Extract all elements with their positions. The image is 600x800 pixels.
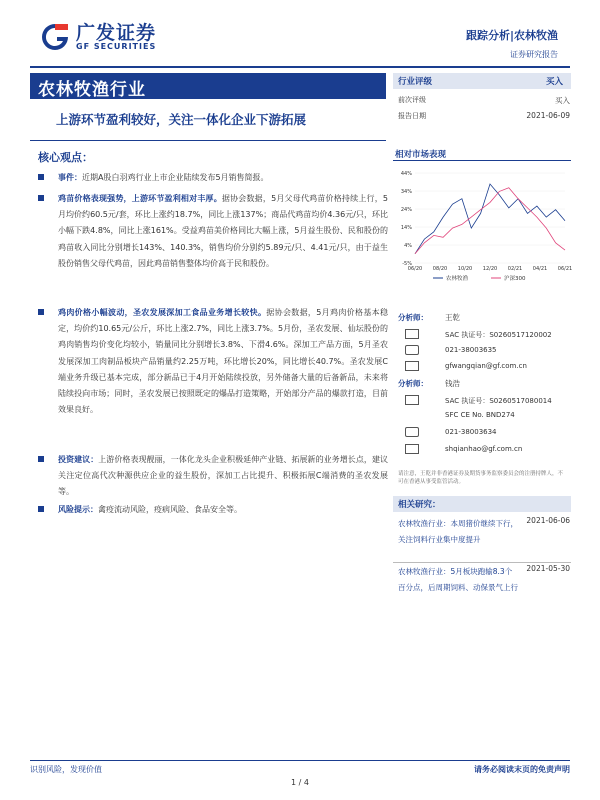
analyst-note: 请注意，王乾并非香港证券及期货事务监察委员会的注册持牌人，不可在香港从事受监管活动。 xyxy=(398,471,564,485)
legend-label: 农林牧渔 xyxy=(446,276,469,282)
chart-title-rule xyxy=(393,160,571,161)
bullet-text: 近期A股白羽鸡行业上市企业陆续发布5月销售简报。 xyxy=(82,173,269,182)
analyst-1-email[interactable]: gfwangqian@gf.com.cn xyxy=(445,362,527,370)
report-type: 跟踪分析|农林牧渔 xyxy=(465,29,558,42)
relative-performance-chart xyxy=(393,165,573,285)
prev-rating-label: 前次评级 xyxy=(398,96,426,104)
sector-title: 农林牧渔行业 xyxy=(38,80,146,100)
x-tick-label: 06/21 xyxy=(557,266,573,272)
page-number: 1 / 4 xyxy=(291,778,309,787)
bullet-text: 据协会数据，5月鸡肉价格基本稳定，均价约10.65元/公斤，环比上涨2.7%，同比上涨3.7%。5月份，圣农发展、仙坛股份的鸡肉销售均价变化均较小，销量同比分别增长3.8%、下滑4.6%。深加工产品方面，5月圣农发展深加工肉制品板块产品销量约2.25万吨，环比增长20%，同比增长40.7%。圣农发展C端业务升级已基本完成，部分新品已于4月开始陆续投放，另外储备大量的后备新品，未来将陆续投向市场；同时，圣农发展已按照既定的爆品打造策略，开始部分产品的爆款打造，目前效果良好。 xyxy=(58,308,389,415)
analyst-2-label: 分析师： xyxy=(398,379,428,388)
rating-band xyxy=(393,73,571,89)
bullet-chick-price xyxy=(38,191,388,272)
bullet-investment xyxy=(38,452,388,501)
x-tick-label: 10/20 xyxy=(457,266,473,272)
email-icon xyxy=(405,444,419,454)
y-tick-label: 44% xyxy=(400,171,412,177)
analyst-2-cert: SAC 执证号：S0260517080014 xyxy=(445,397,552,405)
bullet-event xyxy=(38,170,388,186)
analyst-2-phone: 021-38003634 xyxy=(445,428,497,436)
core-views-title: 核心观点： xyxy=(38,151,93,164)
y-tick-label: 4% xyxy=(404,243,412,249)
id-card-icon xyxy=(405,395,419,405)
y-tick-label: 24% xyxy=(400,207,412,213)
phone-icon xyxy=(405,427,419,437)
related-title: 相关研究： xyxy=(398,500,441,510)
related-date-1: 2021-06-06 xyxy=(526,516,570,525)
logo-subtext: GF SECURITIES xyxy=(76,42,157,51)
analyst-1-name: 王乾 xyxy=(445,313,460,322)
related-item-1[interactable]: 农林牧渔行业：本周猪价继续下行，关注饲料行业集中度提升 xyxy=(398,519,518,544)
y-tick-label: -5% xyxy=(402,261,412,267)
footer-slogan: 识别风险，发现价值 xyxy=(30,765,102,774)
header-rule xyxy=(30,66,570,68)
x-tick-label: 08/20 xyxy=(432,266,448,272)
gf-logo-icon xyxy=(40,22,70,52)
headline: 上游环节盈利较好，关注一体化企业下游拓展 xyxy=(56,112,307,127)
x-tick-label: 04/21 xyxy=(532,266,548,272)
bullet-marker xyxy=(38,456,44,462)
prev-rating-value: 买入 xyxy=(555,96,570,105)
legend-label: 沪深300 xyxy=(504,276,526,282)
analyst-1-phone: 021-38003635 xyxy=(445,346,497,354)
bullet-risk xyxy=(38,502,388,518)
bullet-text: 禽疫流动风险，疫病风险、食品安全等。 xyxy=(98,505,242,514)
report-date-label: 报告日期 xyxy=(398,112,426,120)
logo-text: 广发证券 xyxy=(76,22,157,44)
bullet-lead: 鸡苗价格表现强势，上游环节盈利相对丰厚。 xyxy=(58,194,222,203)
y-tick-label: 34% xyxy=(400,189,412,195)
bullet-lead: 投资建议： xyxy=(58,455,99,464)
x-tick-label: 06/20 xyxy=(407,266,423,272)
bullet-lead: 鸡肉价格小幅波动，圣农发展深加工食品业务增长较快。 xyxy=(58,308,267,317)
chart-title: 相对市场表现 xyxy=(395,150,447,160)
bullet-chicken-meat xyxy=(38,305,388,418)
report-date-value: 2021-06-09 xyxy=(526,111,570,120)
analyst-1-cert: SAC 执证号：S0260517120002 xyxy=(445,331,552,339)
x-tick-label: 12/20 xyxy=(482,266,498,272)
y-tick-label: 14% xyxy=(400,225,412,231)
related-date-2: 2021-05-30 xyxy=(526,564,570,573)
bullet-marker xyxy=(38,174,44,180)
headline-rule xyxy=(30,140,386,141)
rating-label: 行业评级 xyxy=(398,77,433,87)
phone-icon xyxy=(405,345,419,355)
footer-disclaimer[interactable]: 请务必阅读末页的免责声明 xyxy=(474,765,570,774)
series-line-2 xyxy=(415,188,565,254)
email-icon xyxy=(405,361,419,371)
bullet-lead: 风险提示： xyxy=(58,505,98,514)
series-line-1 xyxy=(415,184,565,254)
analyst-2-cert2: SFC CE No. BND274 xyxy=(445,411,515,419)
id-card-icon xyxy=(405,329,419,339)
x-tick-label: 02/21 xyxy=(507,266,523,272)
bullet-marker xyxy=(38,506,44,512)
bullet-lead: 事件： xyxy=(58,173,82,182)
bullet-text: 据协会数据，5月父母代鸡苗价格持续上行，5月均价约60.5元/套，环比上涨约18.7%，同比上涨137%；商品代鸡苗均价4.36元/只，环比小幅下跌4.8%，同比上涨161%。受益鸡苗美价格同比大幅上涨，5月益生股份、民和股份的鸡苗收入同比分别增长143%、140.3%，销售均价分别约5.89元/只、4.41元/只，由于益生股份销售父母代鸡苗，因此鸡苗销售整体均价高于民和股份。 xyxy=(58,194,388,268)
bullet-marker xyxy=(38,309,44,315)
bullet-text: 上游价格表现靓丽，一体化龙头企业积极延伸产业链、拓展新的业务增长点，建议关注定位高代次种源供应企业的益生股份，深加工占比提升、积极拓展C端消费的圣农发展等。 xyxy=(58,455,388,497)
related-divider xyxy=(393,562,571,563)
analyst-1-label: 分析师： xyxy=(398,313,428,322)
related-item-2[interactable]: 农林牧渔行业：5月板块跑输8.3个百分点，后周期饲料、动保景气上行 xyxy=(398,567,518,592)
analyst-2-email[interactable]: shqianhao@gf.com.cn xyxy=(445,445,523,453)
footer-rule xyxy=(30,760,570,761)
rating-value: 买入 xyxy=(545,77,563,87)
bullet-marker xyxy=(38,195,44,201)
analyst-2-name: 钱浩 xyxy=(445,379,460,388)
report-subtype: 证券研究报告 xyxy=(510,50,558,59)
